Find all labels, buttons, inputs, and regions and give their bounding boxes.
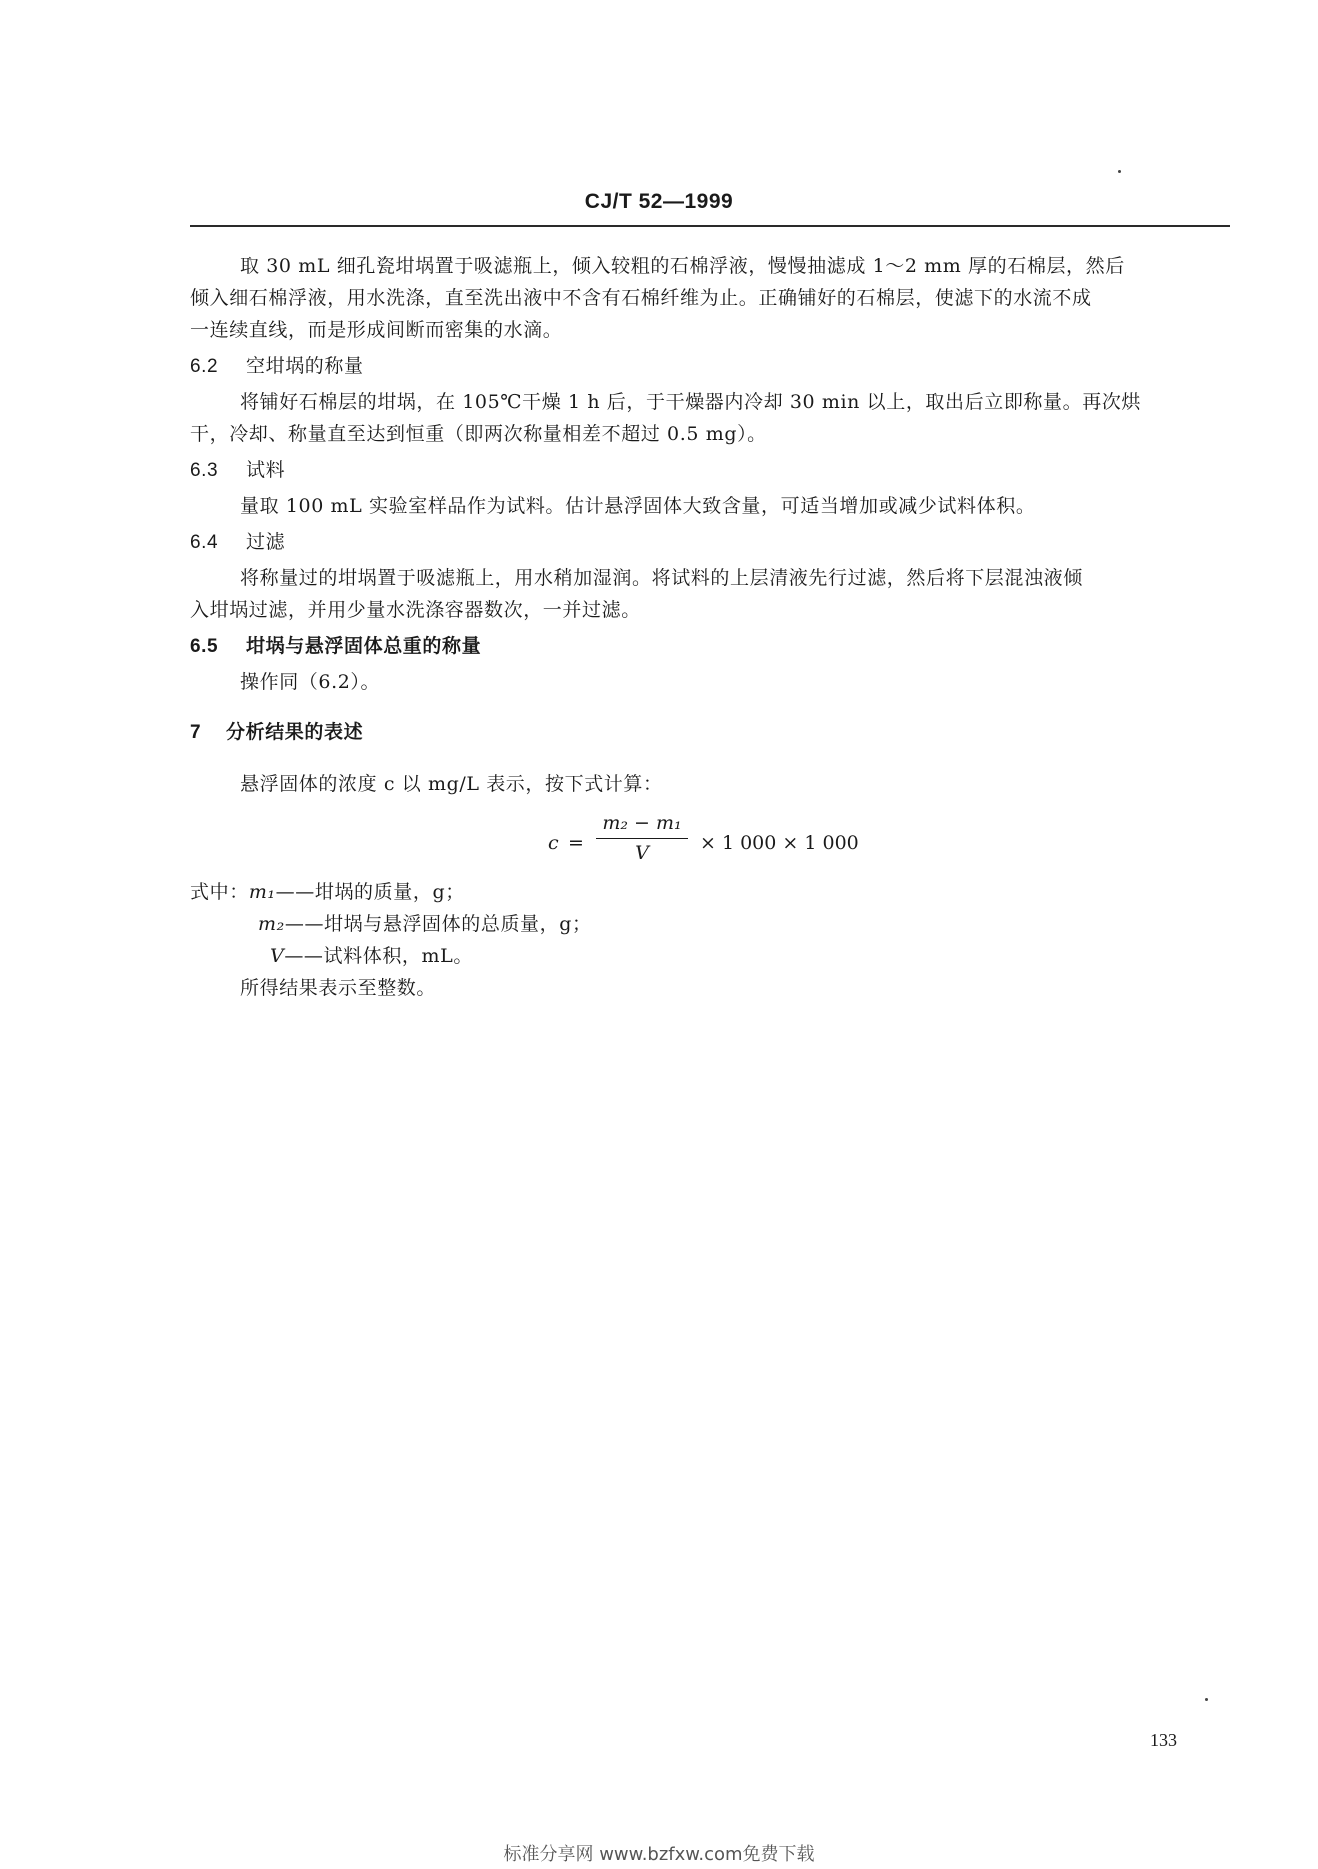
section-6-4-number: 6.4: [190, 532, 219, 553]
section-6-5-title: 坩埚与悬浮固体总重的称量: [246, 635, 482, 657]
section-6-2-heading: [190, 354, 364, 379]
formula-equals: =: [568, 832, 584, 854]
section-6-5-number: 6.5: [190, 636, 219, 657]
section-7-heading: [190, 720, 363, 745]
section-6-4-heading: [190, 530, 285, 555]
formula-lhs: c: [548, 832, 559, 854]
section-6-2-line-1: 将铺好石棉层的坩埚，在 105℃干燥 1 h 后，于干燥器内冷却 30 min 以上，取出后立即称量。再次烘: [240, 391, 1142, 413]
section-6-3-line-1: 量取 100 mL 实验室样品作为试料。估计悬浮固体大致含量，可适当增加或减少试料体积。: [240, 495, 1036, 517]
page-number: 133: [1150, 1730, 1177, 1750]
where-line-1: [190, 880, 465, 904]
section-6-5-line-1: 操作同（6.2）。: [240, 671, 381, 693]
formula-numerator: m₂ − m₁: [602, 812, 682, 834]
para1-line-1: 取 30 mL 细孔瓷坩埚置于吸滤瓶上，倾入较粗的石棉浮液，慢慢抽滤成 1～2 mm 厚的石棉层，然后: [240, 255, 1125, 277]
footer-watermark: 标准分享网 www.bzfxw.com免费下载: [503, 1844, 815, 1865]
where-desc-m2: ——坩埚与悬浮固体的总质量，g；: [284, 913, 592, 935]
where-line-3: [270, 944, 473, 968]
section-6-5-heading: [190, 634, 481, 659]
result-note: 所得结果表示至整数。: [240, 977, 437, 999]
formula-denominator: V: [635, 842, 649, 864]
where-symbol-m1: m₁: [248, 881, 276, 903]
formula-multiplier: × 1 000 × 1 000: [700, 832, 859, 854]
section-6-4-line-1: 将称量过的坩埚置于吸滤瓶上，用水稍加湿润。将试料的上层清液先行过滤，然后将下层混浊液倾: [240, 567, 1083, 589]
where-prefix: 式中：: [190, 881, 249, 903]
section-7-title: 分析结果的表述: [226, 721, 364, 743]
where-desc-v: ——试料体积，mL。: [284, 945, 473, 967]
fraction-bar: [596, 838, 688, 839]
section-6-2-number: 6.2: [190, 356, 219, 377]
section-6-3-number: 6.3: [190, 460, 219, 481]
section-6-2-title: 空坩埚的称量: [246, 355, 364, 377]
section-6-3-heading: [190, 458, 285, 483]
section-6-4-title: 过滤: [246, 531, 286, 553]
section-7-number: 7: [190, 722, 202, 743]
para1-line-2: 倾入细石棉浮液，用水洗涤，直至洗出液中不含有石棉纤维为止。正确铺好的石棉层，使滤下的水流不成: [190, 287, 1092, 309]
document-header-code: CJ/T 52—1999: [584, 190, 734, 213]
where-symbol-m2: m₂: [258, 913, 285, 935]
para1-line-3: 一连续直线，而是形成间断而密集的水滴。: [190, 319, 563, 341]
where-desc-m1: ——坩埚的质量，g；: [275, 881, 465, 903]
where-symbol-v: V: [270, 945, 285, 967]
section-7-intro: 悬浮固体的浓度 c 以 mg/L 表示，按下式计算：: [240, 773, 663, 795]
section-6-2-line-2: 干，冷却、称量直至达到恒重（即两次称量相差不超过 0.5 mg）。: [190, 423, 767, 445]
concentration-formula: [548, 812, 948, 872]
section-6-3-title: 试料: [246, 459, 286, 481]
scan-speck: [1205, 1698, 1208, 1701]
scan-speck: [1118, 170, 1121, 173]
section-6-4-line-2: 入坩埚过滤，并用少量水洗涤容器数次，一并过滤。: [190, 599, 641, 621]
header-rule: [190, 225, 1230, 227]
where-line-2: [258, 912, 592, 936]
